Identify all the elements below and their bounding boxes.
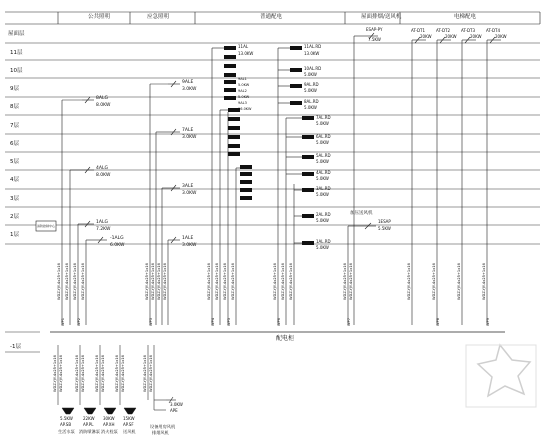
box-code: 4ALG	[96, 166, 108, 171]
header-ordinary-distribution: 普通配电	[260, 14, 283, 20]
load-name: 送风机	[123, 429, 136, 434]
cable-spec: WDZ-YJY-4x25+1x16	[223, 263, 227, 300]
stack-label: 16.0KW	[238, 107, 252, 111]
floor-label: 10层	[10, 68, 23, 74]
stack-label: 9AL1	[238, 77, 247, 81]
floor-label: 8层	[10, 104, 19, 110]
box-power: 5.0KW	[316, 140, 329, 145]
box-power: 5.0KW	[304, 105, 317, 110]
basement-cable-specs	[53, 354, 153, 392]
ordinary-stack-labels	[238, 44, 253, 111]
cable-spec: WDZ-YJY-4x25+1x16	[65, 263, 69, 300]
cable-code: WP9	[486, 317, 490, 326]
load-name: 消防喷淋泵	[79, 429, 100, 434]
cable-spec: WDZ-YJY-4x25+1x16	[121, 355, 125, 392]
stack-label: 5.0KW	[238, 95, 250, 99]
cable-spec: WDZ-YJY-4x25+1x16	[457, 263, 461, 300]
roof-fan-labels	[350, 27, 391, 231]
box-power: 5.0KW	[304, 72, 317, 77]
load-code: APE	[170, 408, 178, 413]
cable-spec: WDZ-YJY-4x25+1x16	[81, 355, 85, 392]
cable-code: WP6	[277, 317, 281, 326]
load-code: AP.SF	[123, 422, 134, 427]
ordinary-right-labels	[304, 44, 331, 250]
box-power: 5.0KW	[316, 176, 329, 181]
cable-spec: WDZ-YJY-4x25+1x16	[151, 263, 155, 300]
cable-code: WP8	[436, 317, 440, 326]
cable-spec: WDZ-YJY-4x25+1x16	[482, 263, 486, 300]
box-power: 20KW	[470, 34, 482, 39]
box-code: 5AL.RD	[316, 153, 331, 158]
cable-spec: WDZ-YJY-4x25+1x16	[81, 263, 85, 300]
cable-spec: WDZ-YJY-4x25+1x16	[57, 263, 61, 300]
cable-spec: WDZ-YJY-4x25+1x16	[145, 263, 149, 300]
box-code: 3ALE	[182, 184, 194, 189]
cable-spec: WDZ-YJY-4x25+1x16	[73, 263, 77, 300]
load-code: AP.SB	[60, 422, 72, 427]
load-power: 5.5KW	[60, 416, 73, 421]
header-emergency-lighting: 应急照明	[147, 14, 170, 20]
cable-spec: WDZ-YJY-4x25+1x16	[432, 263, 436, 300]
box-power: 20KW	[495, 34, 507, 39]
box-power: 5.0KW	[316, 159, 329, 164]
box-power: 3.0KW	[182, 191, 197, 196]
cable-code: WP1	[61, 317, 65, 326]
cable-spec: WDZ-YJY-4x25+1x16	[215, 263, 219, 300]
cable-spec: WDZ-YJY-4x25+1x16	[281, 263, 285, 300]
load-code: AP.PL	[83, 422, 94, 427]
box-power: 3.0KW	[182, 87, 197, 92]
basement-fan	[150, 397, 183, 436]
box-power: 3.0KW	[182, 243, 197, 248]
box-power: 5.0KW	[316, 245, 329, 250]
box-power: 5.0KW	[316, 121, 329, 126]
cable-code: WP7	[347, 317, 351, 326]
cable-spec: WDZ-YJY-4x25+1x16	[157, 263, 161, 300]
box-code: 11AL.RD	[304, 44, 322, 49]
box-power: 3.0KW	[182, 135, 197, 140]
fan-label: 加压送风机	[350, 211, 373, 216]
floor-label: 3层	[10, 196, 19, 202]
cable-code: WP5	[227, 317, 231, 326]
floor-label: 2层	[10, 214, 19, 220]
header-public-lighting: 公共照明	[88, 14, 111, 20]
box-code: 2AL.RD	[316, 212, 331, 217]
column-headers	[88, 12, 477, 20]
box-code: AT-DT3	[461, 28, 476, 33]
basement-section	[5, 332, 166, 410]
box-code: 1ALG	[96, 220, 108, 225]
load-code: AP.XH	[103, 422, 115, 427]
cable-code: WP2	[77, 317, 81, 326]
box-code: 7ALE	[182, 128, 194, 133]
cable-spec: WDZ-YJY-4x25+1x16	[349, 263, 353, 300]
load-name: 排烟风机	[152, 430, 169, 435]
fire-control-box	[36, 221, 56, 231]
cable-spec: WDZ-YJY-4x25+1x16	[289, 263, 293, 300]
box-power: 5.0KW	[304, 88, 317, 93]
load-power: 30KW	[103, 416, 115, 421]
box-power: 8.0KW	[96, 103, 111, 108]
box-power: 13.0KW	[238, 51, 254, 56]
floor-grid	[5, 43, 540, 244]
load-power: 3.0KW	[170, 402, 183, 407]
floor-label: 4层	[10, 177, 19, 183]
box-code: ESAP-PY	[366, 27, 383, 32]
cable-spec: WDZ-YJY-4x25+1x16	[149, 355, 153, 392]
stack-label: 9AL2	[238, 89, 247, 93]
floor-label: 11层	[10, 50, 23, 56]
cable-spec: WDZ-YJY-4x25+1x16	[231, 263, 235, 300]
box-code: 9ALE	[182, 80, 194, 85]
box-code: AT-DT4	[486, 28, 501, 33]
cable-spec: WDZ-YJY-4x25+1x16	[343, 263, 347, 300]
floor-label: 屋面层	[8, 31, 25, 37]
box-power: 20KW	[445, 34, 457, 39]
box-power: 20KW	[420, 34, 432, 39]
emergency-lighting-labels	[182, 79, 197, 248]
box-code: 9AL.RD	[304, 82, 319, 87]
cable-spec: WDZ-YJY-4x25+1x16	[59, 355, 63, 392]
box-power: 13.0KW	[304, 51, 320, 56]
cable-code: WP3	[149, 317, 153, 326]
box-power: 5.0KW	[316, 192, 329, 197]
header-elevator-distribution: 电梯配电	[454, 14, 477, 20]
box-power: 5.0KW	[316, 218, 329, 223]
floor-label: 9层	[10, 86, 19, 92]
cable-spec: WDZ-YJY-4x25+1x16	[207, 263, 211, 300]
box-code: 7AL.RD	[316, 115, 331, 120]
elevator-labels	[411, 28, 507, 39]
cable-code: WP4	[211, 317, 215, 326]
cable-spec: WDZ-YJY-4x25+1x16	[75, 355, 79, 392]
basement-load-labels	[58, 416, 136, 435]
box-power: 5.5KW	[378, 226, 391, 231]
cable-spec: WDZ-YJY-4x25+1x16	[95, 355, 99, 392]
box-code: 8AL.RD	[304, 99, 319, 104]
load-name: 设备用房风机	[150, 424, 176, 429]
box-code: 11AL	[238, 44, 249, 49]
fire-control-label: 消防控制中心	[37, 224, 56, 228]
floor-label: 7层	[10, 123, 19, 129]
floor-label: 6层	[10, 141, 19, 147]
load-power: 15KW	[123, 416, 135, 421]
cable-spec-labels	[57, 262, 486, 300]
load-power: 22KW	[83, 416, 95, 421]
floor-label: 5层	[10, 159, 19, 165]
cable-spec: WDZ-YJY-4x25+1x16	[273, 263, 277, 300]
basement-label: -1层	[10, 344, 21, 350]
box-code: 1ESAP	[378, 219, 391, 224]
box-code: 6AL.RD	[316, 134, 331, 139]
cable-spec: WDZ-YJY-4x25+1x16	[143, 355, 147, 392]
stack-label: 9AL3	[238, 101, 247, 105]
box-code: AT-DT2	[436, 28, 451, 33]
cable-spec: WDZ-YJY-4x25+1x16	[115, 355, 119, 392]
cable-spec: WDZ-YJY-4x25+1x16	[53, 355, 57, 392]
cable-codes	[61, 317, 490, 326]
switchroom-label: 配电柜	[276, 335, 295, 342]
box-power: 7.5KW	[368, 37, 381, 42]
box-code: -1ALG	[110, 236, 124, 241]
cable-spec: WDZ-YJY-4x25+1x16	[163, 263, 167, 300]
box-code: 10AL.RD	[304, 66, 322, 71]
watermark-star	[466, 345, 536, 407]
floor-label: 1层	[10, 232, 19, 238]
cable-spec: WDZ-YJY-4x25+1x16	[101, 355, 105, 392]
stack-label: 5.0KW	[238, 83, 250, 87]
box-code: 3AL.RD	[316, 186, 331, 191]
cable-spec: WDZ-YJY-4x25+1x16	[407, 263, 411, 300]
box-code: 8ALG	[96, 96, 108, 101]
box-power: 6.0KW	[110, 243, 125, 248]
box-code: 1ALE	[182, 236, 194, 241]
box-code: AT-DT1	[411, 28, 426, 33]
load-name: 生活水泵	[58, 429, 75, 434]
load-name: 消火栓泵	[101, 429, 118, 434]
box-power: 7.2KW	[96, 227, 111, 232]
box-code: 4AL.RD	[316, 170, 331, 175]
box-power: 8.0KW	[96, 173, 111, 178]
basement-load-symbols	[62, 408, 136, 414]
header-roof-fans: 屋面排烟/送风机	[361, 14, 402, 20]
floor-labels	[8, 29, 25, 238]
box-code: 1AL.RD	[316, 239, 331, 244]
